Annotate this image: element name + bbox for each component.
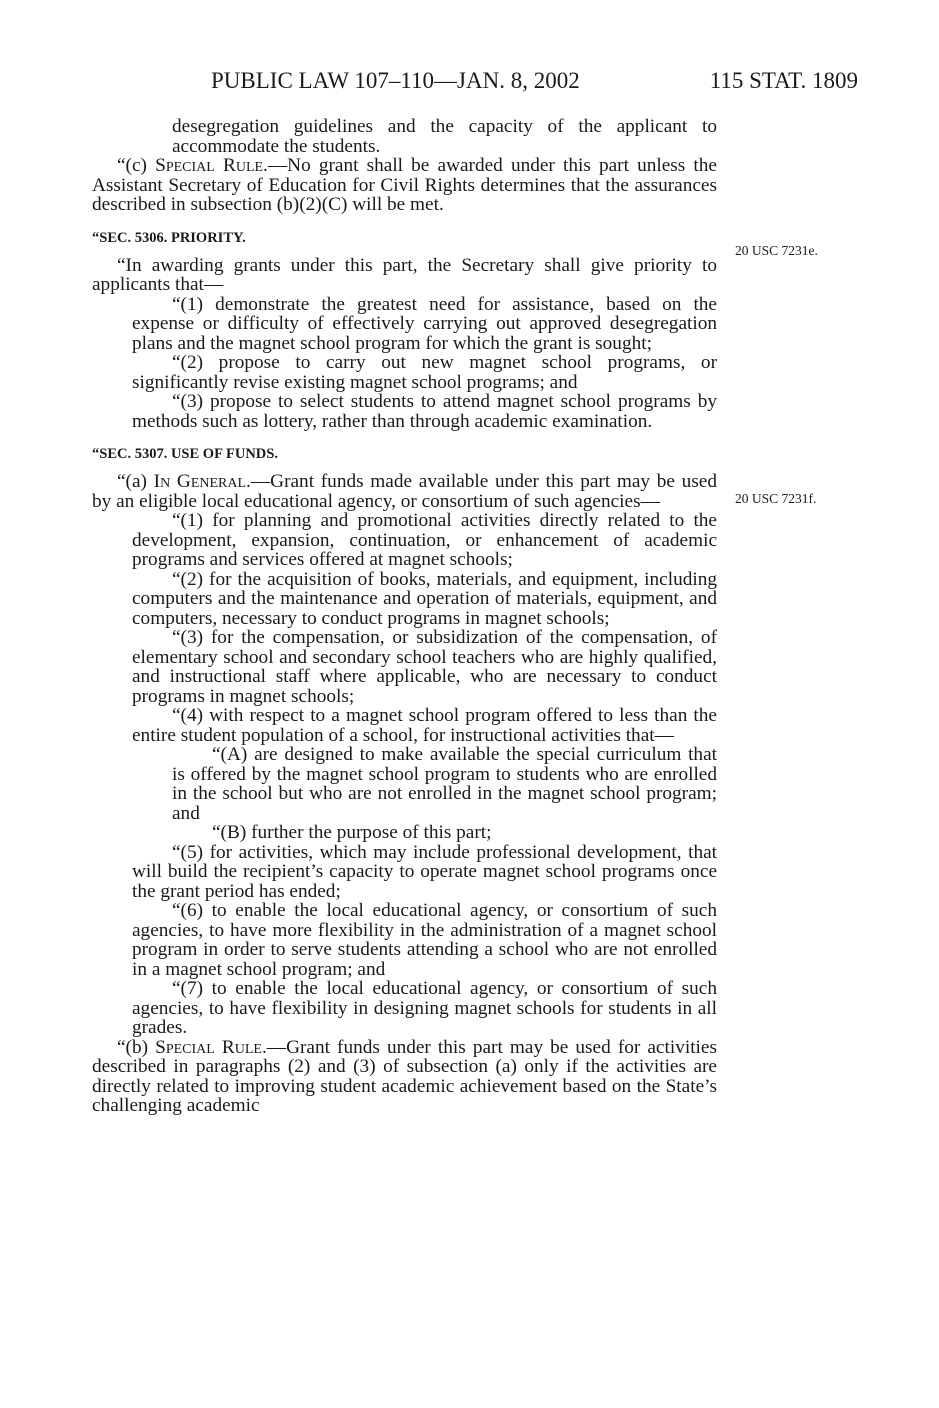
subsection-a-para-6: “(6) to enable the local educational agency, or consortium of such agencies, to have more flexibility in the administration of a magnet school program in order to serve students attending a school who are not enrolled in a magnet school program; and [132, 900, 717, 980]
page-header-stat: 115 STAT. 1809 [709, 68, 858, 93]
subsection-c-text: —No grant shall be awarded under this part unless the Assistant Secretary of Education for Civil Rights determines that the assurances described in subsection (b)(2)(C) will be met. [92, 155, 717, 215]
continued-paragraph: desegregation guidelines and the capacity of the applicant to accommodate the students. [172, 116, 717, 157]
subsection-a-number: “(a) [117, 471, 154, 492]
subsection-b-heading: Special Rule. [155, 1036, 267, 1058]
subsection-c [92, 156, 717, 215]
subsection-a-heading: In General. [153, 471, 251, 492]
subsection-b-number: “(b) [117, 1036, 156, 1058]
subsection-a-para-5: “(5) for activities, which may include professional development, that will build the recipient’s capacity to operate magnet school programs once the grant period has ended; [132, 841, 717, 902]
section-5306-para-1: “(1) demonstrate the greatest need for assistance, based on the expense or difficulty of effectively carrying out approved desegregation plans and the magnet school program for which the grant is sought; [132, 293, 717, 354]
subsection-a-text: —Grant funds made available under this part may be used by an eligible local educational agency, or consortium of such agencies— [92, 471, 718, 512]
subsection-b [92, 1038, 717, 1116]
page-header-title: PUBLIC LAW 107–110—JAN. 8, 2002 [211, 68, 580, 93]
subsection-c-number: “(c) [117, 155, 156, 176]
margin-note-7231f: 20 USC 7231f. [735, 491, 817, 506]
subsection-a-para-4-B: “(B) further the purpose of this part; [212, 822, 492, 843]
section-5306-para-3: “(3) propose to select students to attend magnet school programs by methods such as lottery, rather than through academic examination. [132, 391, 717, 432]
subsection-a-para-4: “(4) with respect to a magnet school program offered to less than the entire student population of a school, for instructional activities that— [132, 705, 717, 746]
subsection-a-para-1: “(1) for planning and promotional activities directly related to the development, expansion, continuation, or enhancement of academic programs and services offered at magnet schools; [132, 510, 717, 570]
margin-note-7231e: 20 USC 7231e. [735, 243, 818, 258]
subsection-a-para-3: “(3) for the compensation, or subsidization of the compensation, of elementary school and secondary school teachers who are highly qualified, and instructional staff where applicable, who are necessary to conduct programs in magnet schools; [132, 627, 717, 707]
section-5307-heading: “SEC. 5307. USE OF FUNDS. [92, 446, 278, 462]
section-5306-heading: “SEC. 5306. PRIORITY. [92, 229, 246, 246]
subsection-c-heading: Special Rule. [155, 155, 268, 176]
document-body [92, 117, 717, 1116]
subsection-a-para-7: “(7) to enable the local educational agency, or consortium of such agencies, to have flexibility in designing magnet schools for students in all grades. [132, 978, 717, 1038]
subsection-b-text: —Grant funds under this part may be used for activities described in paragraphs (2) and (3) of subsection (a) only if the activities are directly related to improving student academic achievement based on the State’s challenging academic [92, 1036, 717, 1116]
subsection-a-para-4-A: “(A) are designed to make available the special curriculum that is offered by the magnet school program to students who are enrolled in the school but who are not enrolled in the magnet school program; and [172, 744, 717, 824]
subsection-a-para-2: “(2) for the acquisition of books, materials, and equipment, including computers and the maintenance and operation of materials, equipment, and computers, necessary to conduct programs in magnet schools; [132, 568, 717, 629]
section-5306-para-2: “(2) propose to carry out new magnet school programs, or significantly revise existing magnet school programs; and [132, 352, 717, 393]
section-5306-intro: “In awarding grants under this part, the Secretary shall give priority to applicants that— [92, 254, 717, 295]
subsection-a [92, 472, 717, 511]
